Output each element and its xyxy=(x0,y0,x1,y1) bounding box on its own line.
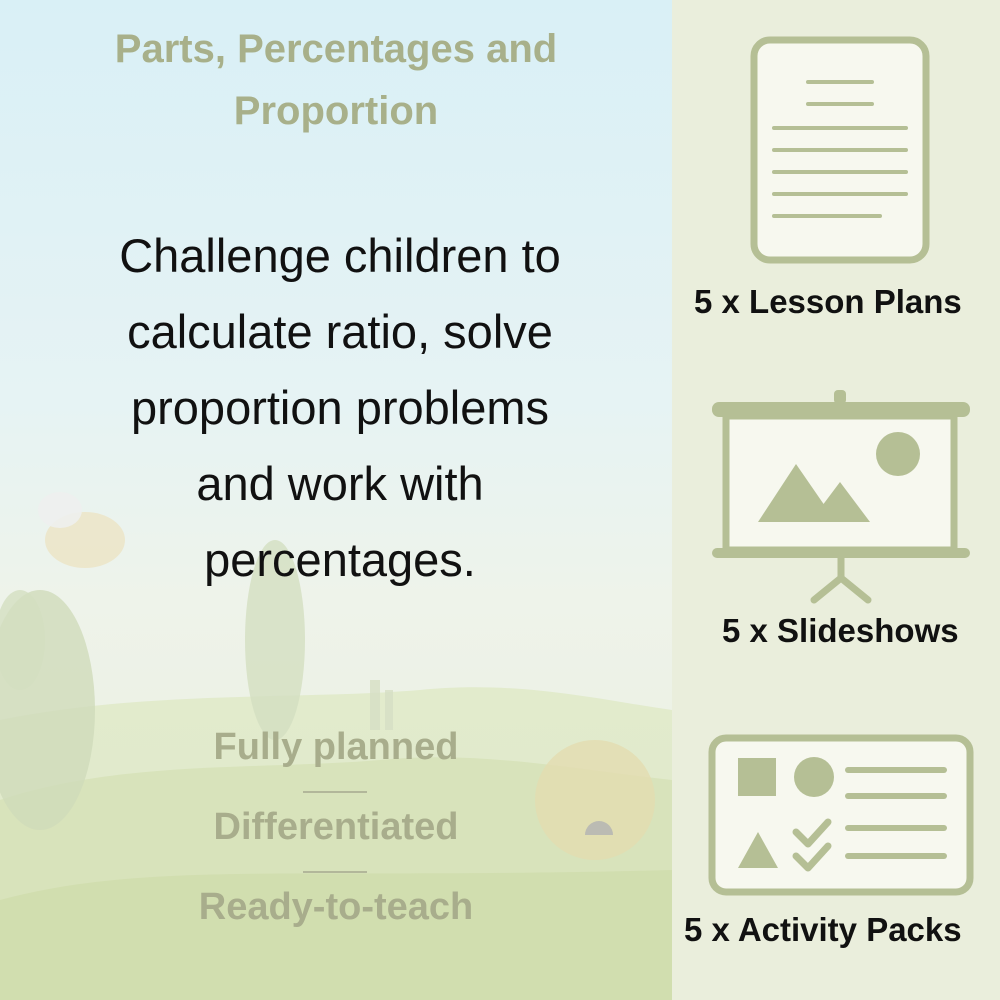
document-icon xyxy=(750,36,930,264)
presentation-screen-icon xyxy=(710,388,972,606)
description-line: proportion problems xyxy=(131,381,549,434)
feature-divider xyxy=(303,791,367,793)
page-title xyxy=(0,18,672,142)
feature-differentiated: Differentiated xyxy=(213,806,459,848)
feature-ready-to-teach: Ready-to-teach xyxy=(198,886,474,928)
feature-divider xyxy=(303,871,367,873)
lesson-plans-label: 5 x Lesson Plans xyxy=(694,283,962,320)
activity-packs-label: 5 x Activity Packs xyxy=(684,911,962,948)
resources-panel xyxy=(672,0,1000,1000)
slideshows-label: 5 x Slideshows xyxy=(722,612,959,649)
description-line: percentages. xyxy=(204,533,476,586)
title-line-1: Parts, Percentages and xyxy=(114,27,558,71)
activity-card-icon xyxy=(708,734,974,896)
description xyxy=(40,218,640,598)
description-line: calculate ratio, solve xyxy=(127,305,553,358)
description-line: Challenge children to xyxy=(119,229,561,282)
title-line-2: Proportion xyxy=(233,89,439,133)
description-line: and work with xyxy=(196,457,484,510)
feature-fully-planned: Fully planned xyxy=(213,726,459,768)
